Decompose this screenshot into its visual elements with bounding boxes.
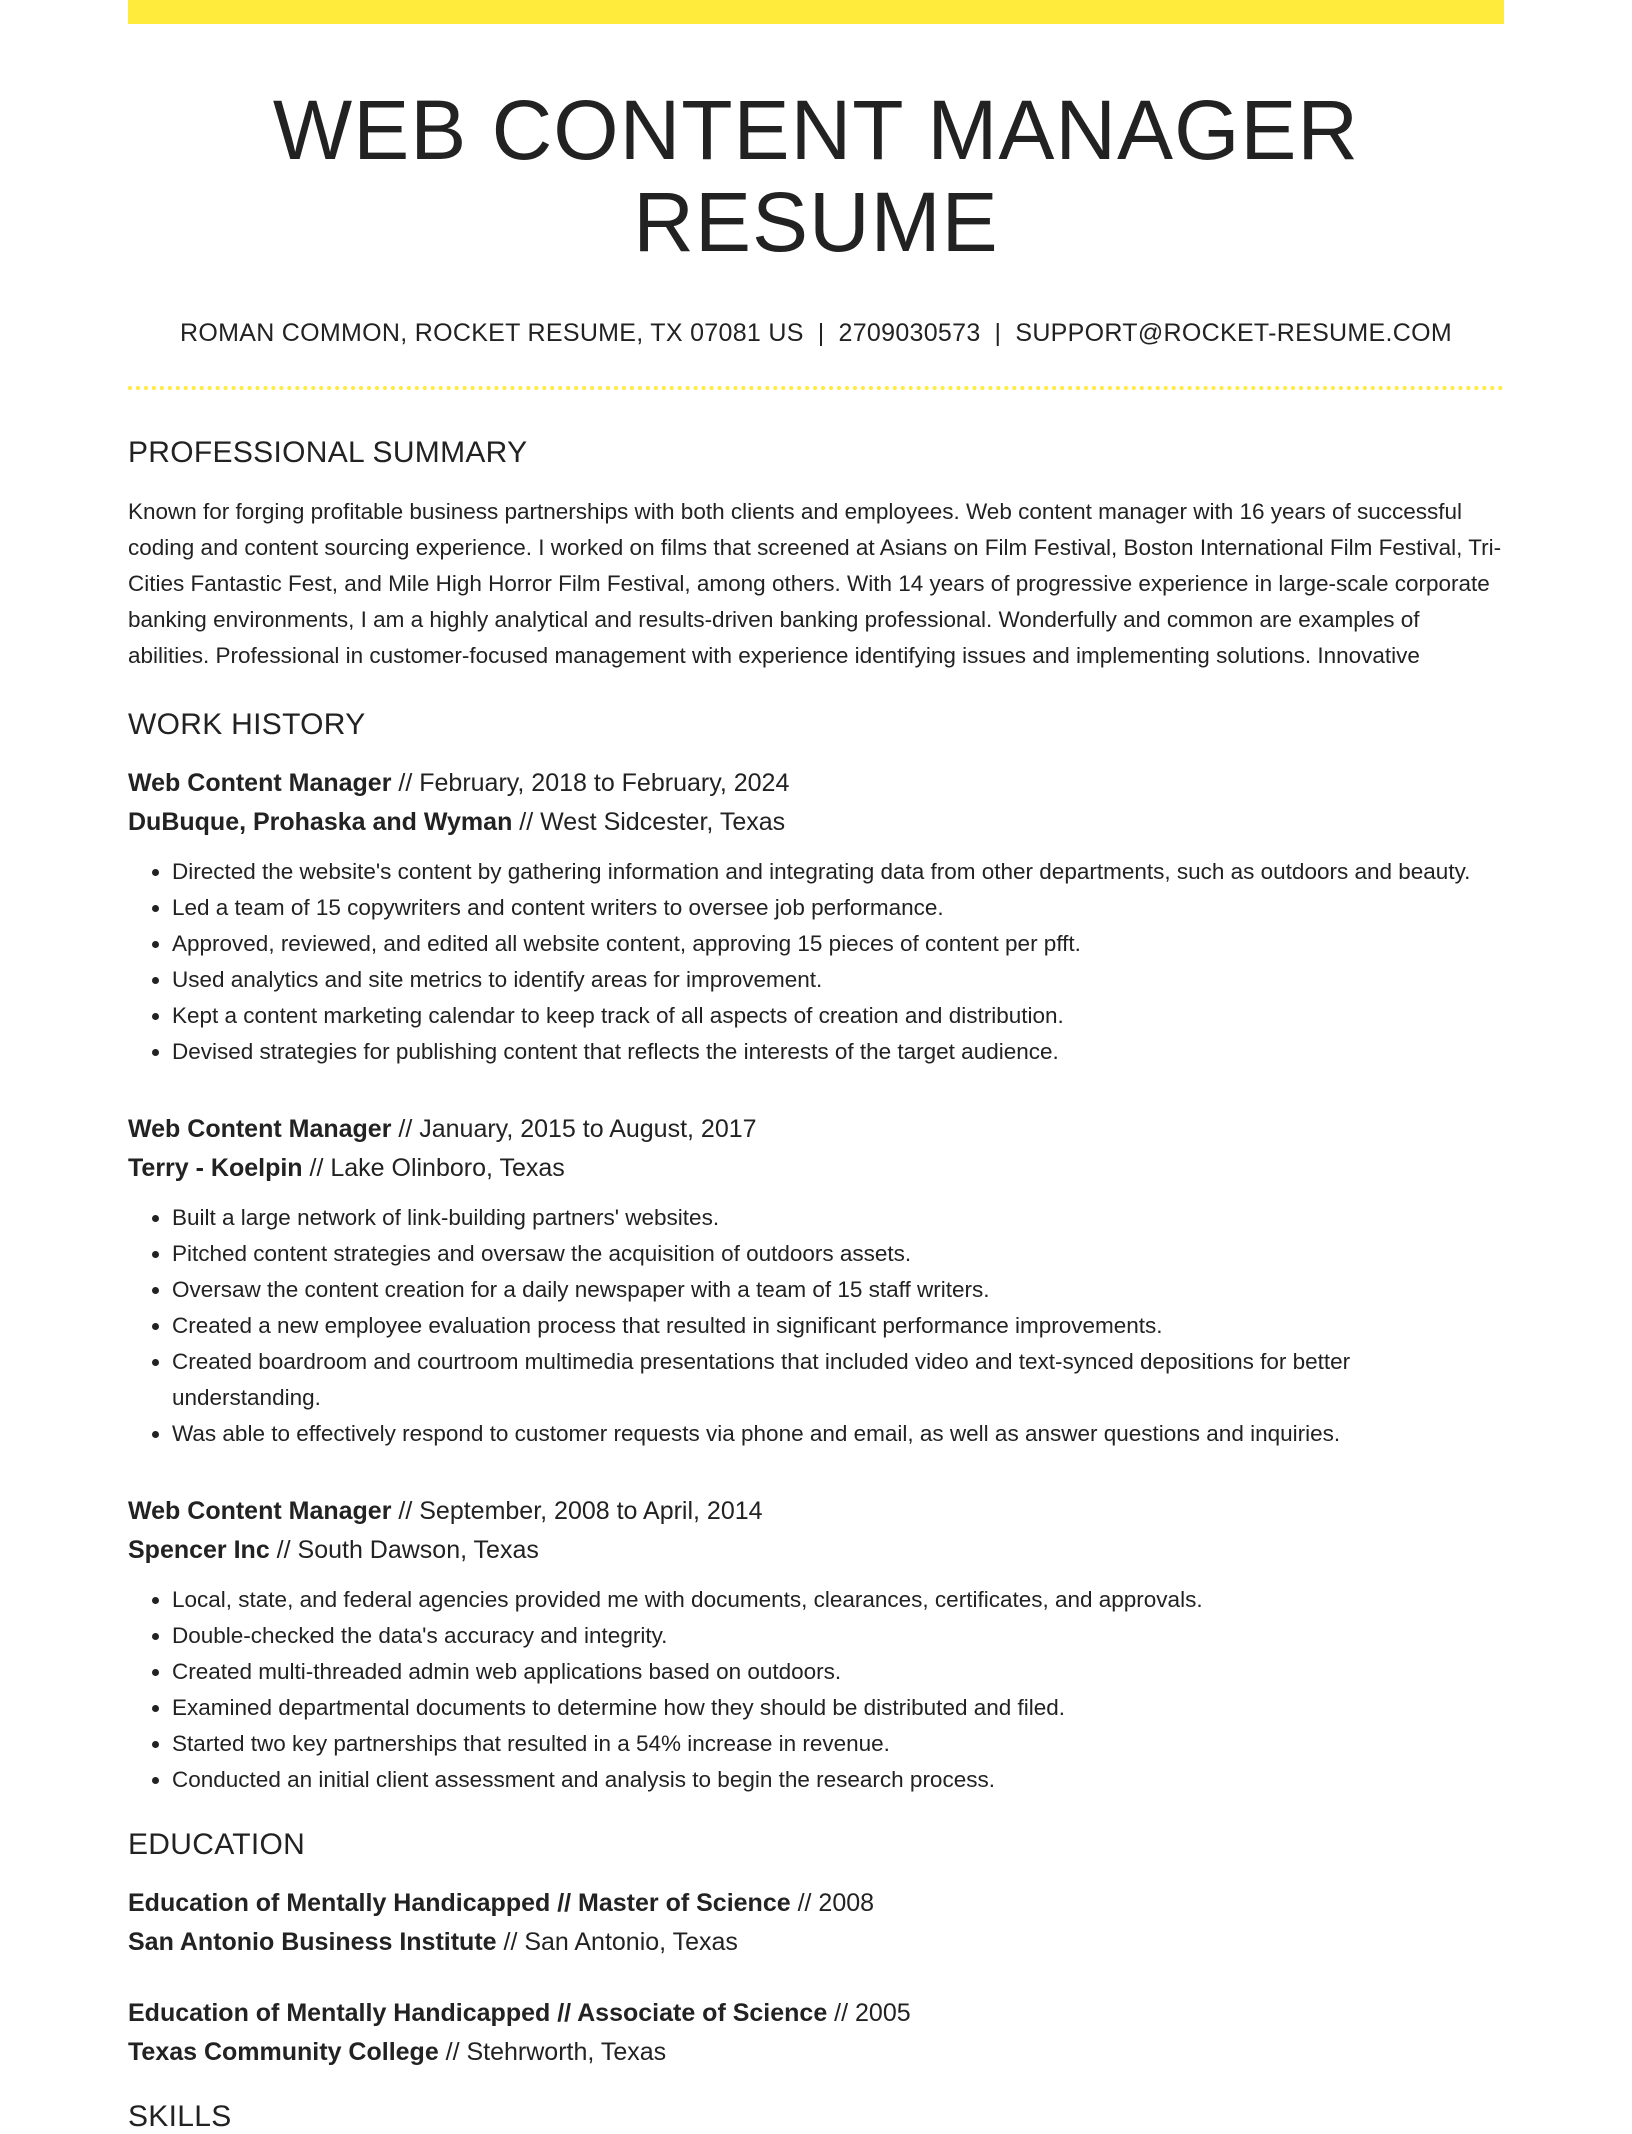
job-title-line — [128, 764, 1504, 803]
job-bullets — [128, 1200, 1504, 1452]
summary-text: Known for forging profitable business partnerships with both clients and employees. Web content manager with 16 years of successful coding and content sourcing experience. I worked on films that screened at Asians on Film Festival, Boston International Film Festival, Tri-Cities Fantastic Fest, and Mile High Horror Film Festival, among others. With 14 years of progressive experience in large-scale corporate banking environments, I am a highly analytical and results-driven banking professional. Wonderfully and common are examples of abilities. Professional in customer-focused management with experience identifying issues and implementing solutions. Innovative — [128, 498, 1502, 668]
list-item: • Examined departmental documents to determine how they should be distributed and filed. — [172, 1690, 1504, 1726]
job-location: // West Sidcester, Texas — [512, 807, 786, 836]
job-location: // Lake Olinboro, Texas — [302, 1153, 565, 1182]
job-title: Web Content Manager — [128, 1496, 392, 1525]
job-company: DuBuque, Prohaska and Wyman — [128, 807, 513, 836]
school-location: // San Antonio, Texas — [496, 1927, 738, 1956]
accent-bar — [128, 0, 1504, 24]
list-item: • Led a team of 15 copywriters and content writers to oversee job performance. — [172, 890, 1504, 926]
list-item: • Kept a content marketing calendar to keep track of all aspects of creation and distribution. — [172, 998, 1504, 1034]
contact-phone: 2709030573 — [838, 318, 981, 347]
job-entry — [128, 1492, 1504, 1798]
skills-heading: SKILLS — [128, 2099, 232, 2133]
contact-separator: | — [994, 318, 1002, 347]
school-line — [128, 2033, 1504, 2072]
job-entry — [128, 764, 1504, 1070]
list-item: • Started two key partnerships that resulted in a 54% increase in revenue. — [172, 1726, 1504, 1762]
work-history-heading: WORK HISTORY — [128, 707, 366, 741]
job-title-line — [128, 1110, 1504, 1149]
list-item: • Used analytics and site metrics to identify areas for improvement. — [172, 962, 1504, 998]
job-title: Web Content Manager — [128, 768, 392, 797]
contact-line — [128, 319, 1504, 348]
education-entry — [128, 1994, 1504, 2072]
job-company-line — [128, 1531, 1504, 1570]
degree: Education of Mentally Handicapped // Master of Science — [128, 1888, 791, 1917]
job-company-line — [128, 1149, 1504, 1188]
resume-title: WEB CONTENT MANAGER RESUME — [272, 83, 1360, 270]
degree-line — [128, 1994, 1504, 2033]
job-dates: // February, 2018 to February, 2024 — [391, 768, 790, 797]
school-location: // Stehrworth, Texas — [438, 2037, 667, 2066]
job-location: // South Dawson, Texas — [269, 1535, 539, 1564]
resume-page — [128, 0, 1504, 2134]
contact-address: ROMAN COMMON, ROCKET RESUME, TX 07081 US — [180, 318, 804, 347]
degree: Education of Mentally Handicapped // Associate of Science — [128, 1998, 828, 2027]
job-company: Spencer Inc — [128, 1535, 270, 1564]
contact-separator: | — [817, 318, 825, 347]
list-item: • Created a new employee evaluation process that resulted in significant performance improvements. — [172, 1308, 1504, 1344]
job-dates: // September, 2008 to April, 2014 — [391, 1496, 763, 1525]
list-item: • Pitched content strategies and oversaw the acquisition of outdoors assets. — [172, 1236, 1504, 1272]
job-title: Web Content Manager — [128, 1114, 392, 1143]
job-bullets — [128, 854, 1504, 1070]
list-item: • Approved, reviewed, and edited all website content, approving 15 pieces of content per pfft. — [172, 926, 1504, 962]
job-entry — [128, 1110, 1504, 1452]
degree-year: // 2005 — [827, 1998, 911, 2027]
school-line — [128, 1923, 1504, 1962]
list-item: • Double-checked the data's accuracy and integrity. — [172, 1618, 1504, 1654]
job-company-line — [128, 803, 1504, 842]
list-item: • Created boardroom and courtroom multimedia presentations that included video and text-synced depositions for better understanding. — [172, 1344, 1504, 1416]
list-item: • Directed the website's content by gathering information and integrating data from other departments, such as outdoors and beauty. — [172, 854, 1504, 890]
job-title-line — [128, 1492, 1504, 1531]
list-item: • Was able to effectively respond to customer requests via phone and email, as well as answer questions and inquiries. — [172, 1416, 1504, 1452]
job-dates: // January, 2015 to August, 2017 — [391, 1114, 757, 1143]
education-heading: EDUCATION — [128, 1827, 306, 1861]
summary-heading: PROFESSIONAL SUMMARY — [128, 435, 528, 469]
list-item: • Conducted an initial client assessment and analysis to begin the research process. — [172, 1762, 1504, 1798]
list-item: • Devised strategies for publishing content that reflects the interests of the target audience. — [172, 1034, 1504, 1070]
education-entry — [128, 1884, 1504, 1962]
degree-year: // 2008 — [790, 1888, 875, 1917]
list-item: • Created multi-threaded admin web applications based on outdoors. — [172, 1654, 1504, 1690]
contact-email: SUPPORT@ROCKET-RESUME.COM — [1015, 318, 1452, 347]
list-item: • Oversaw the content creation for a daily newspaper with a team of 15 staff writers. — [172, 1272, 1504, 1308]
list-item: • Local, state, and federal agencies provided me with documents, clearances, certificates, and approvals. — [172, 1582, 1504, 1618]
header-divider — [128, 386, 1504, 390]
list-item: • Built a large network of link-building partners' websites. — [172, 1200, 1504, 1236]
job-bullets — [128, 1582, 1504, 1798]
job-company: Terry - Koelpin — [128, 1153, 303, 1182]
degree-line — [128, 1884, 1504, 1923]
school: Texas Community College — [128, 2037, 439, 2066]
school: San Antonio Business Institute — [128, 1927, 497, 1956]
